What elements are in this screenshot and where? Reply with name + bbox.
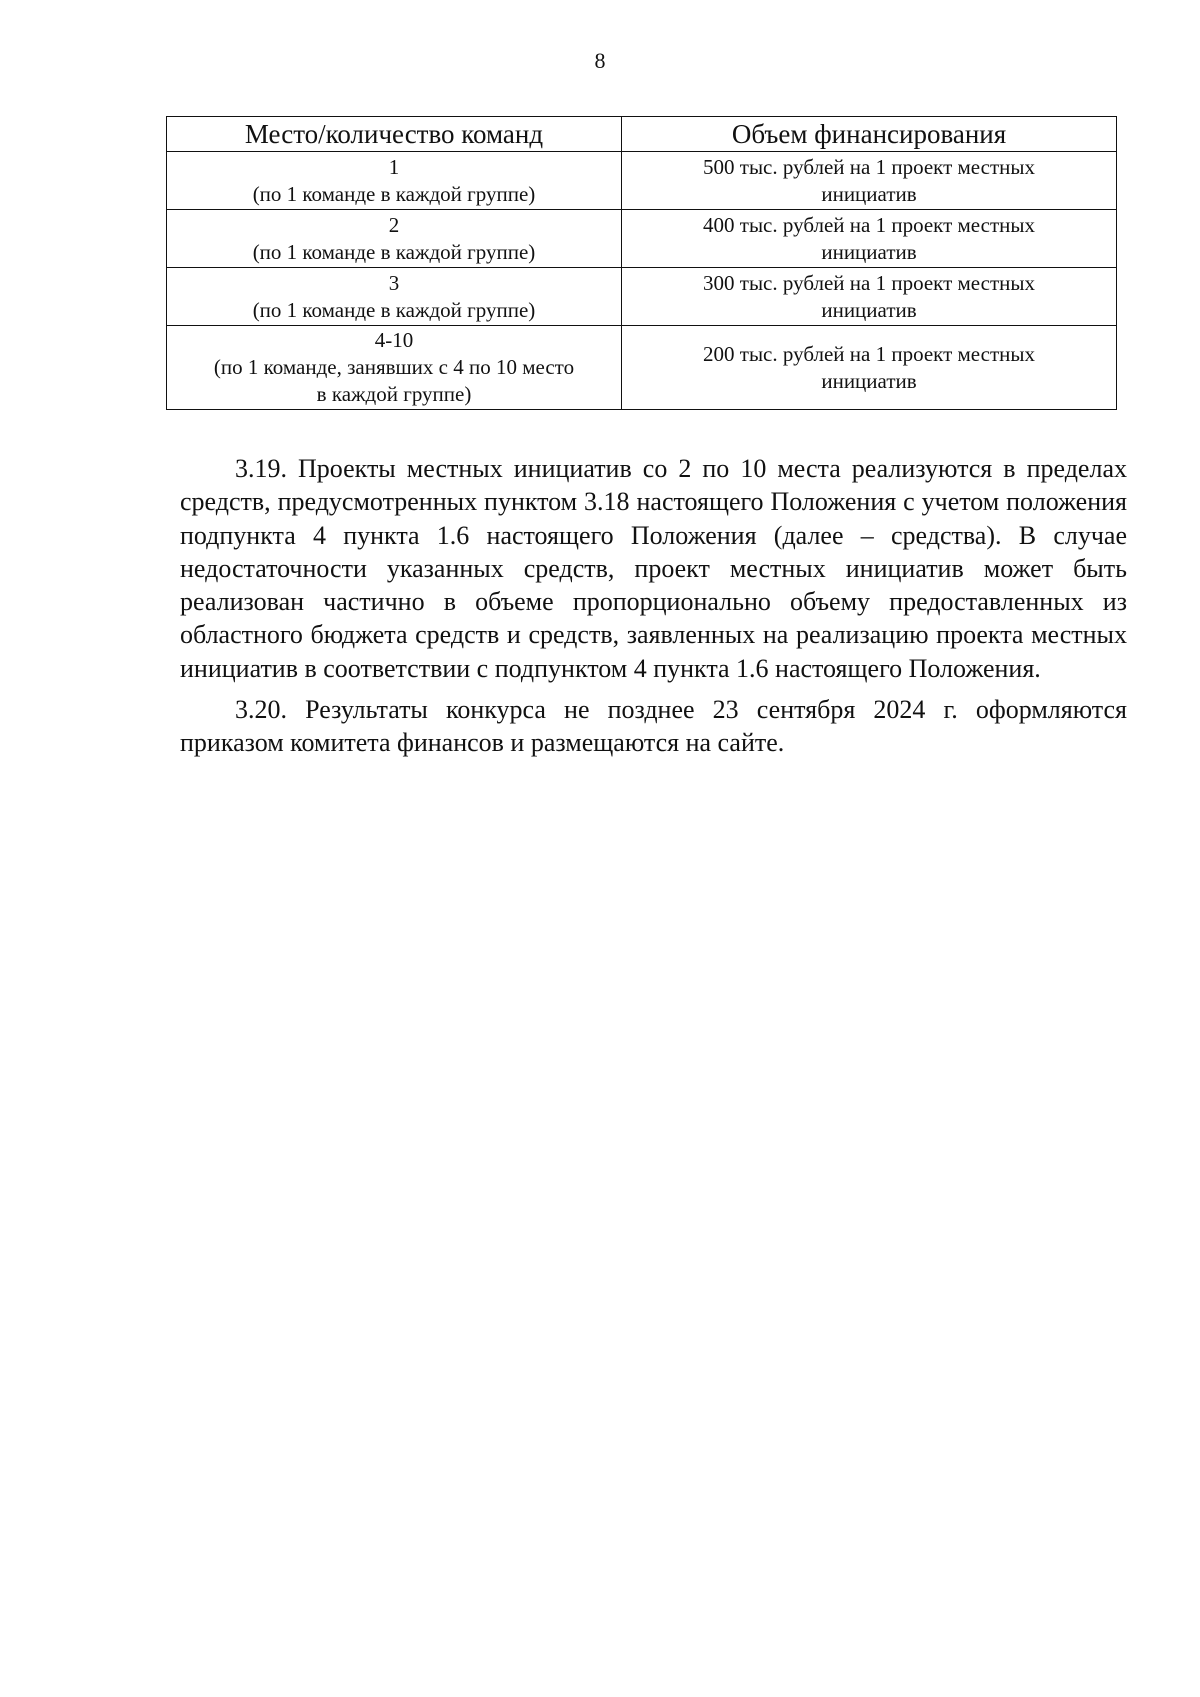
funding-amount: 400 тыс. рублей на 1 проект местных — [703, 212, 1035, 237]
cell-funding — [622, 268, 1117, 326]
funding-amount: 200 тыс. рублей на 1 проект местных — [703, 341, 1035, 366]
header-funding: Объем финансирования — [622, 117, 1117, 152]
header-place: Место/количество команд — [167, 117, 622, 152]
page-number: 8 — [594, 48, 606, 73]
cell-place — [167, 268, 622, 326]
table-row — [167, 268, 1117, 326]
place-number: 2 — [388, 212, 400, 237]
cell-funding — [622, 326, 1117, 410]
place-note: (по 1 команде, занявших с 4 по 10 место — [213, 355, 575, 379]
funding-amount-cont: инициатив — [821, 297, 917, 322]
place-note: (по 1 команде в каждой группе) — [252, 297, 536, 322]
table-row — [167, 326, 1117, 410]
cell-funding — [622, 210, 1117, 268]
table-header-row — [167, 117, 1117, 152]
funding-amount: 300 тыс. рублей на 1 проект местных — [703, 270, 1035, 295]
place-number: 4-10 — [374, 328, 414, 352]
place-note-cont: в каждой группе) — [316, 382, 472, 406]
body-text — [180, 452, 1127, 768]
funding-table — [166, 116, 1117, 410]
table-row — [167, 210, 1117, 268]
funding-amount: 500 тыс. рублей на 1 проект местных — [703, 154, 1035, 179]
place-number: 1 — [388, 154, 400, 179]
place-note: (по 1 команде в каждой группе) — [252, 239, 536, 264]
place-note: (по 1 команде в каждой группе) — [252, 181, 536, 206]
funding-amount-cont: инициатив — [821, 181, 917, 206]
funding-amount-cont: инициатив — [821, 368, 917, 393]
paragraph-3-19: 3.19. Проекты местных инициатив со 2 по 10 места реализуются в пределах средств, предусмотренных пунктом 3.18 настоящего Положения с учетом положения подпункта 4 пункта 1.6 настоящего Положения (далее – средства). В случае недостаточности указанных средств, проект местных инициатив может быть реализован частично в объеме пропорционально объему предоставленных из областного бюджета средств и средств, заявленных на реализацию проекта местных инициатив в соответствии с подпунктом 4 пункта 1.6 настоящего Положения. — [180, 454, 1127, 683]
cell-place — [167, 326, 622, 410]
cell-funding — [622, 152, 1117, 210]
table-row — [167, 152, 1117, 210]
cell-place — [167, 152, 622, 210]
place-number: 3 — [388, 270, 400, 295]
cell-place — [167, 210, 622, 268]
funding-amount-cont: инициатив — [821, 239, 917, 264]
paragraph-3-20: 3.20. Результаты конкурса не позднее 23 сентября 2024 г. оформляются приказом комитета финансов и размещаются на сайте. — [180, 695, 1127, 758]
